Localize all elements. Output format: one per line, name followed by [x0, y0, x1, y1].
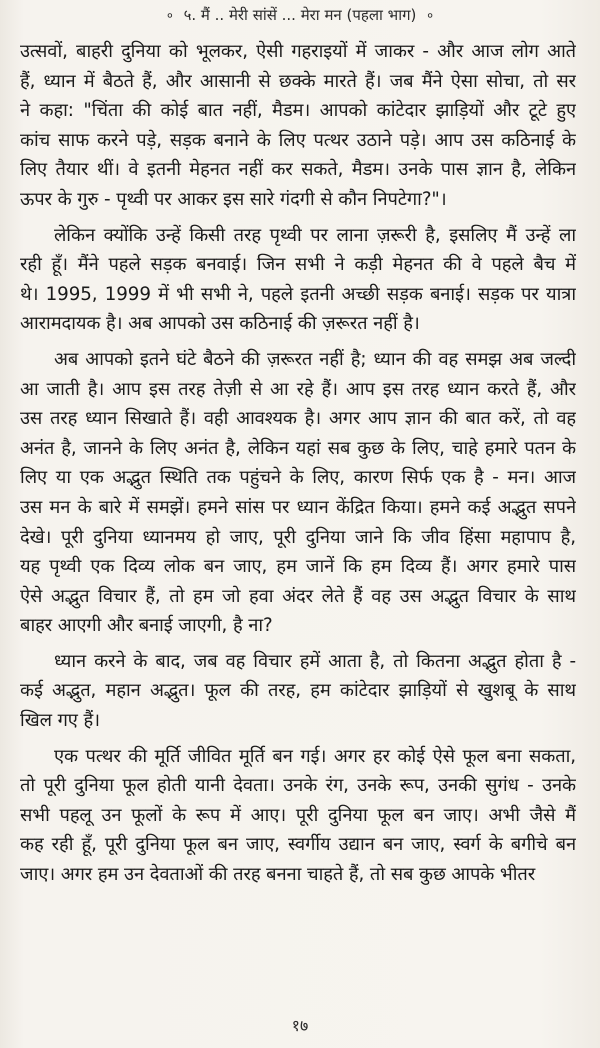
text-line: हैं, ध्यान में बैठते हैं, और आसानी से छक्के मारते हैं। जब मैंने ऐसा सोचा, तो सर — [20, 70, 576, 92]
text-line: आ जाती है। आप इस तरह तेज़ी से आ रहे हैं। आप इस तरह ध्यान करते हैं, और — [20, 378, 576, 400]
text-line: यह पृथ्वी एक दिव्य लोक बन जाए, हम जानें कि हम दिव्य हैं। अगर हमारे पास — [20, 556, 576, 578]
text-line: लिए या एक अद्भुत स्थिति तक पहुंचने के लिए, कारण सिर्फ एक है - मन। आज — [20, 467, 576, 489]
text-line: उस मन के बारे में समझें। हमने सांस पर ध्यान केंद्रित किया। हमने कई अद्भुत सपने — [20, 496, 576, 518]
paragraph — [20, 221, 576, 339]
text-line: कांच साफ करने पड़े, सड़क बनाने के लिए पत्थर उठाने पड़े। आप उस कठिनाई के — [20, 129, 576, 151]
paragraph — [20, 37, 576, 215]
text-line: रही हूँ। मैंने पहले सड़क बनवाई। जिन सभी ने कड़ी मेहनत की वे पहले बैच में — [20, 254, 576, 276]
text-line: उत्सवों, बाहरी दुनिया को भूलकर, ऐसी गहराइयों में जाकर - और आज लोग आते — [20, 41, 576, 62]
text-line: सभी पहलू उन फूलों के रूप में आए। पूरी दुनिया फूल बन जाए। अभी जैसे मैं — [20, 804, 576, 826]
paragraph — [20, 647, 576, 736]
text-line: लिए तैयार थीं। वे इतनी मेहनत नहीं कर सकते, मैडम। उनके पास ज्ञान है, लेकिन — [20, 159, 576, 181]
text-line: एक पत्थर की मूर्ति जीवित मूर्ति बन गई। अगर हर कोई ऐसे फूल बना सकता, — [54, 745, 576, 767]
text-line: कह रही हूँ, पूरी दुनिया फूल बन जाए, स्वर्गीय उद्यान बन जाए, स्वर्ग के बगीचे बन — [20, 834, 576, 856]
text-line: तो पूरी दुनिया फूल होती यानी देवता। उनके रंग, उनके रूप, उनकी सुगंध - उनके — [20, 775, 576, 797]
text-line: लेकिन क्योंकि उन्हें किसी तरह पृथ्वी पर लाना ज़रूरी है, इसलिए मैं उन्हें ला — [54, 224, 576, 246]
text-line: थे। 1995, 1999 में भी सभी ने, पहले इतनी अच्छी सड़क बनाई। सड़क पर यात्रा — [20, 283, 576, 305]
text-line: कई अद्भुत, महान अद्भुत। फूल की तरह, हम कांटेदार झाड़ियों से खुशबू के साथ — [20, 680, 576, 702]
paragraph — [20, 742, 576, 890]
paragraph — [20, 345, 576, 641]
text-line: अब आपको इतने घंटे बैठने की ज़रूरत नहीं है; ध्यान की वह समझ अब जल्दी — [54, 348, 576, 370]
header-ornament-left: ० — [167, 8, 173, 22]
text-line: आरामदायक है। अब आपको उस कठिनाई की ज़रूरत नहीं है। — [20, 313, 420, 335]
text-line: उस तरह ध्यान सिखाते हैं। वही आवश्यक है। अगर आप ज्ञान की बात करें, तो वह — [20, 408, 576, 430]
text-line: ने कहा: "चिंता की कोई बात नहीं, मैडम। आपको कांटेदार झाड़ियों और टूटे हुए — [20, 100, 576, 122]
text-line: खिल गए हैं। — [20, 710, 100, 732]
running-header — [0, 4, 600, 27]
chapter-title: ५. मैं .. मेरी सांसें ... मेरा मन (पहला भाग) — [183, 6, 417, 24]
body-text — [20, 37, 576, 890]
text-line: ध्यान करने के बाद, जब वह विचार हमें आता है, तो कितना अद्भुत होता है - — [54, 650, 576, 672]
text-line: बाहर आएगी और बनाई जाएगी, है ना? — [20, 615, 273, 637]
text-line: देखे। पूरी दुनिया ध्यानमय हो जाए, पूरी दुनिया जाने कि जीव हिंसा महापाप है, — [20, 526, 576, 548]
text-line: जाए। अगर हम उन देवताओं की तरह बनना चाहते हैं, तो सब कुछ आपके भीतर — [20, 864, 536, 886]
header-ornament-right: ० — [427, 8, 433, 22]
text-line: अनंत है, जानने के लिए अनंत है, लेकिन यहां सब कुछ के लिए, चाहे हमारे पतन के — [20, 437, 576, 459]
text-line: ऊपर के गुरु - पृथ्वी पर आकर इस सारे गंदगी से कौन निपटेगा?"। — [20, 188, 447, 210]
text-line: ऐसे अद्भुत विचार हैं, तो हम जो हवा अंदर लेते हैं वह उस अद्भुत विचार के साथ — [20, 585, 576, 607]
page-number: १७ — [291, 1016, 309, 1035]
